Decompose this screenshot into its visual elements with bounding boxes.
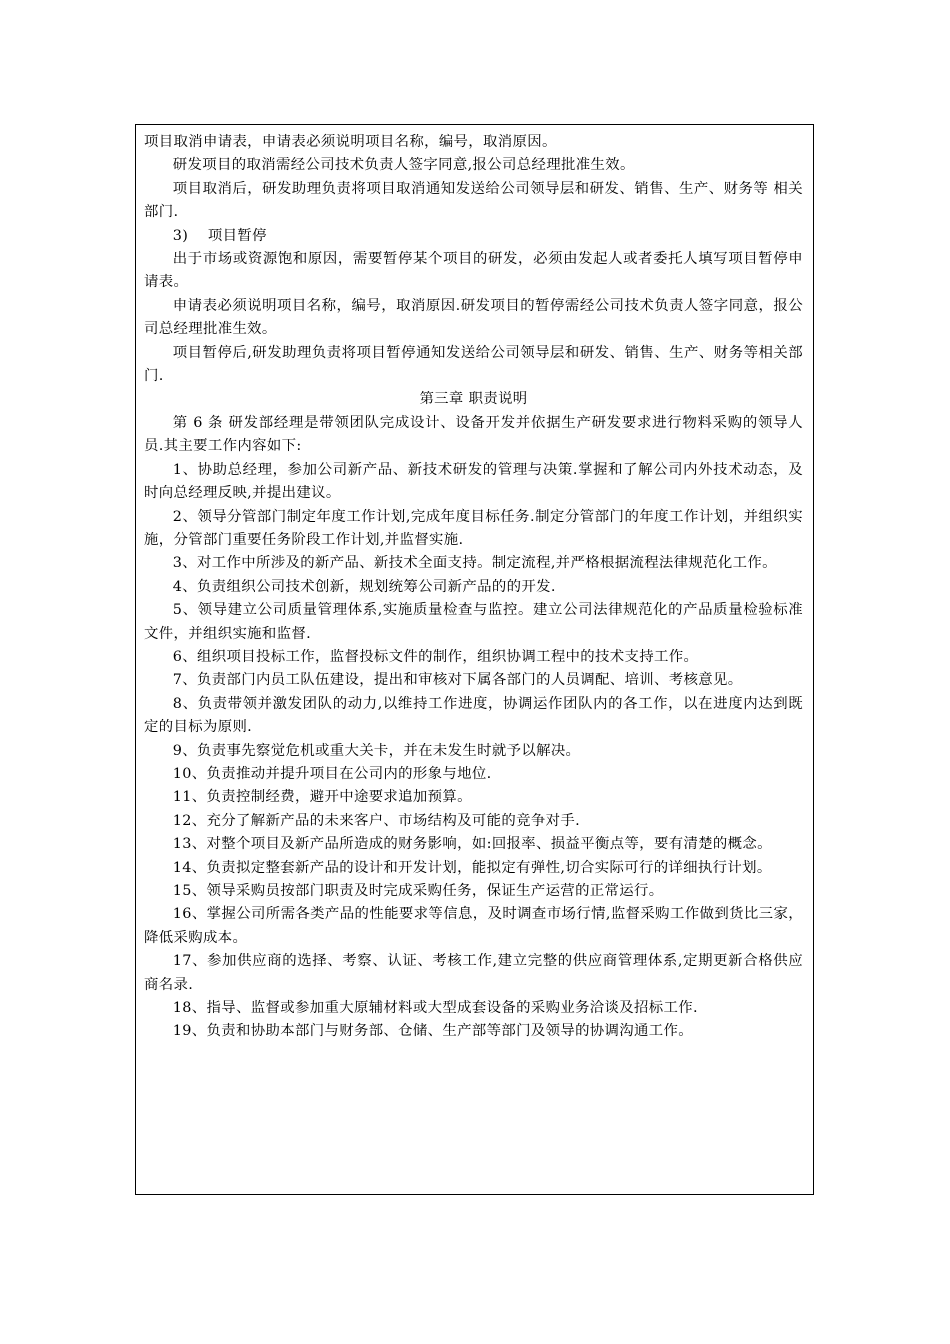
paragraph-suspend-reason: 出于市场或资源饱和原因，需要暂停某个项目的研发，必须由发起人或者委托人填写项目暂停申请表。	[144, 251, 803, 291]
duty-item-18: 18、指导、监督或参加重大原辅材料或大型成套设备的采购业务洽谈及招标工作.	[172, 1000, 698, 1017]
duty-item-9: 9、负责事先察觉危机或重大关卡，并在未发生时就予以解决。	[172, 742, 581, 759]
paragraph-cancel-approval: 研发项目的取消需经公司技术负责人签字同意,报公司总经理批准生效。	[172, 157, 635, 174]
paragraph-suspend-heading: 3) 项目暂停	[172, 227, 267, 244]
article-6: 第 6 条 研发部经理是带领团队完成设计、设备开发并依据生产研发要求进行物料采购的领导人员.其主要工作内容如下:	[144, 414, 803, 455]
paragraph-suspend-approval: 申请表必须说明项目名称，编号，取消原因.研发项目的暂停需经公司技术负责人签字同意，报公司总经理批准生效。	[144, 297, 803, 338]
paragraph-cancel-form: 项目取消申请表，申请表必须说明项目名称，编号，取消原因。	[144, 134, 557, 150]
duty-item-19: 19、负责和协助本部门与财务部、仓储、生产部等部门及领导的协调沟通工作。	[172, 1023, 693, 1040]
duty-item-12: 12、充分了解新产品的未来客户、市场结构及可能的竞争对手.	[172, 812, 580, 829]
duty-item-10: 10、负责推动并提升项目在公司内的形象与地位.	[172, 765, 492, 782]
duty-item-11: 11、负责控制经费，避开中途要求追加预算。	[172, 789, 472, 806]
duty-item-4: 4、负责组织公司技术创新，规划统筹公司新产品的的开发.	[172, 578, 556, 595]
duty-item-1: 1、协助总经理，参加公司新产品、新技术研发的管理与决策.掌握和了解公司内外技术动态，及时向总经理反映,并提出建议。	[144, 461, 803, 502]
duty-item-16: 16、掌握公司所需各类产品的性能要求等信息，及时调查市场行情,监督采购工作做到货比三家，降低采购成本。	[144, 906, 803, 946]
duty-item-7: 7、负责部门内员工队伍建设，提出和审核对下属各部门的人员调配、培训、考核意见。	[172, 672, 743, 689]
paragraph-cancel-notice: 项目取消后，研发助理负责将项目取消通知发送给公司领导层和研发、销售、生产、财务等 相关部门.	[144, 180, 803, 221]
duty-item-14: 14、负责拟定整套新产品的设计和开发计划，能拟定有弹性,切合实际可行的详细执行计划。	[172, 859, 772, 876]
duty-item-5: 5、领导建立公司质量管理体系,实施质量检查与监控。建立公司法律规范化的产品质量检验标准文件，并组织实施和监督.	[144, 602, 803, 642]
duty-item-3: 3、对工作中所涉及的新产品、新技术全面支持。制定流程,并严格根据流程法律规范化工作。	[172, 555, 777, 572]
paragraph-suspend-notice: 项目暂停后,研发助理负责将项目暂停通知发送给公司领导层和研发、销售、生产、财务等相关部门.	[144, 344, 803, 385]
duty-item-2: 2、领导分管部门制定年度工作计划,完成年度目标任务.制定分管部门的年度工作计划，并组织实施，分管部门重要任务阶段工作计划,并监督实施.	[144, 508, 803, 548]
duty-item-15: 15、领导采购员按部门职责及时完成采购任务，保证生产运营的正常运行。	[172, 883, 664, 899]
duty-item-13: 13、对整个项目及新产品所造成的财务影响，如:回报率、损益平衡点等，要有清楚的概念。	[172, 836, 772, 853]
duty-item-6: 6、组织项目投标工作，监督投标文件的制作，组织协调工程中的技术支持工作。	[172, 648, 699, 665]
chapter-heading: 第三章 职责说明	[419, 391, 528, 408]
document-table-cell	[135, 124, 814, 1195]
duty-item-8: 8、负责带领并激发团队的动力,以维持工作进度，协调运作团队内的各工作，以在进度内达到既定的目标为原则.	[144, 695, 803, 736]
duty-item-17: 17、参加供应商的选择、考察、认证、考核工作,建立完整的供应商管理体系,定期更新合格供应商名录.	[144, 953, 803, 993]
